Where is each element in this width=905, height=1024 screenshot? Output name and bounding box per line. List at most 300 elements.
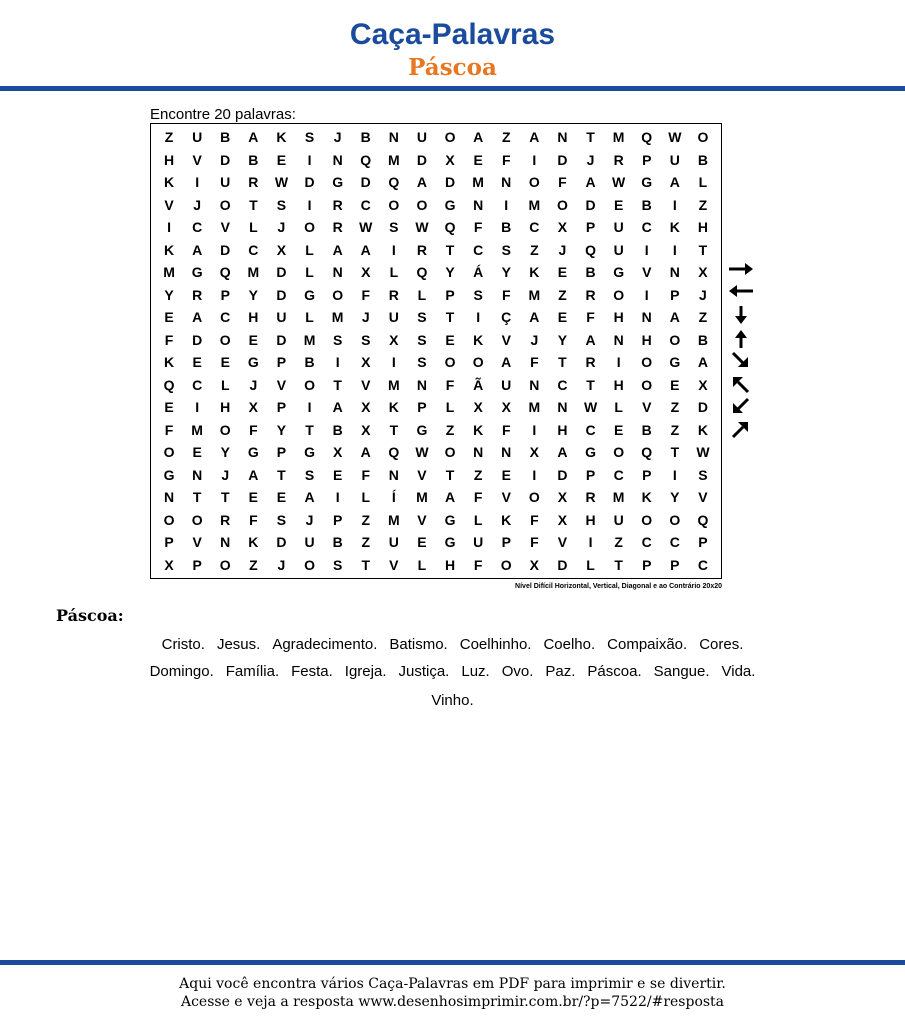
grid-cell: Z bbox=[501, 129, 511, 146]
grid-cell: J bbox=[558, 241, 567, 258]
grid-cell: M bbox=[191, 421, 203, 438]
up-left-arrow-icon bbox=[727, 373, 755, 395]
grid-cell: V bbox=[501, 489, 511, 506]
grid-cell: G bbox=[613, 264, 625, 281]
grid-cell: X bbox=[361, 354, 371, 371]
grid-cell: D bbox=[360, 174, 371, 191]
grid-cell: L bbox=[473, 511, 483, 528]
grid-cell: O bbox=[304, 376, 315, 393]
grid-cell: E bbox=[248, 489, 259, 506]
grid-cell: U bbox=[192, 129, 203, 146]
grid-cell: J bbox=[361, 309, 370, 326]
grid-cell: H bbox=[613, 376, 624, 393]
down-right-arrow-icon bbox=[727, 350, 755, 372]
grid-cell: Z bbox=[614, 534, 623, 551]
grid-cell: N bbox=[332, 264, 343, 281]
word-item: Vida. bbox=[721, 663, 756, 680]
grid-cell: T bbox=[445, 241, 455, 258]
grid-cell: I bbox=[672, 466, 677, 483]
grid-cell: O bbox=[557, 196, 568, 213]
grid-cell: P bbox=[670, 286, 680, 303]
grid-cell: H bbox=[697, 219, 708, 236]
grid-cell: O bbox=[219, 196, 231, 213]
page-title: Caça-Palavras bbox=[349, 18, 556, 51]
grid-cell: J bbox=[277, 556, 286, 573]
grid-cell: K bbox=[697, 421, 708, 438]
grid-cell: F bbox=[361, 466, 371, 483]
grid-cell: M bbox=[388, 376, 400, 393]
grid-cell: O bbox=[500, 556, 512, 573]
grid-cell: I bbox=[335, 489, 340, 506]
grid-cell: E bbox=[670, 376, 680, 393]
grid-cell: I bbox=[307, 399, 312, 416]
grid-cell: V bbox=[192, 534, 202, 551]
grid-cell: X bbox=[698, 264, 708, 281]
grid-cell: C bbox=[641, 219, 652, 236]
grid-cell: Z bbox=[670, 399, 680, 416]
grid-cell: I bbox=[307, 151, 312, 168]
grid-cell: D bbox=[276, 331, 287, 348]
grid-cell: J bbox=[221, 466, 230, 483]
grid-cell: U bbox=[669, 151, 680, 168]
grid-cell: U bbox=[388, 534, 399, 551]
grid-cell: U bbox=[501, 376, 512, 393]
grid-cell: J bbox=[277, 219, 286, 236]
grid-cell: T bbox=[277, 466, 286, 483]
grid-cell: B bbox=[220, 129, 231, 146]
grid-cell: B bbox=[697, 151, 708, 168]
grid-cell: R bbox=[585, 286, 596, 303]
grid-cell: G bbox=[247, 354, 259, 371]
grid-cell: X bbox=[529, 444, 540, 461]
grid-cell: K bbox=[248, 534, 259, 551]
grid-cell: P bbox=[276, 399, 287, 416]
grid-cell: A bbox=[473, 129, 484, 146]
grid-cell: B bbox=[641, 196, 652, 213]
grid-cell: T bbox=[192, 489, 202, 506]
grid-cell: V bbox=[389, 556, 399, 573]
grid-cell: Z bbox=[361, 534, 371, 551]
grid-cell: V bbox=[192, 151, 202, 168]
grid-cell: O bbox=[304, 556, 315, 573]
grid-cell: K bbox=[669, 219, 680, 236]
grid-cell: A bbox=[416, 174, 427, 191]
grid-cell: X bbox=[248, 399, 259, 416]
word-item: Compaixão. bbox=[607, 636, 688, 653]
grid-cell: U bbox=[416, 129, 427, 146]
grid-cell: A bbox=[585, 331, 596, 348]
grid-cell: B bbox=[248, 151, 259, 168]
grid-cell: K bbox=[501, 511, 512, 528]
grid-cell: C bbox=[192, 219, 203, 236]
grid-cell: O bbox=[388, 196, 400, 213]
grid-cell: Q bbox=[444, 219, 456, 236]
grid-cell: O bbox=[444, 129, 456, 146]
grid-cell: L bbox=[305, 241, 314, 258]
grid-cell: F bbox=[586, 309, 595, 326]
grid-cell: X bbox=[164, 556, 174, 573]
grid-cell: I bbox=[167, 219, 171, 236]
word-item: Sangue. bbox=[653, 663, 710, 680]
grid-cell: Z bbox=[249, 556, 258, 573]
grid-cell: Q bbox=[388, 444, 400, 461]
grid-cell: P bbox=[164, 534, 174, 551]
grid-cell: M bbox=[528, 196, 541, 213]
grid-cell: A bbox=[248, 466, 259, 483]
grid-cell: Z bbox=[361, 511, 371, 528]
grid-cell: F bbox=[530, 534, 539, 551]
grid-cell: G bbox=[332, 174, 344, 191]
grid-cell: J bbox=[249, 376, 258, 393]
grid-cell: N bbox=[529, 376, 540, 393]
grid-cell: T bbox=[445, 466, 455, 483]
grid-cell: V bbox=[557, 534, 568, 551]
grid-cell: N bbox=[473, 444, 484, 461]
grid-cell: N bbox=[501, 174, 512, 191]
grid-cell: X bbox=[276, 241, 287, 258]
grid-cell: O bbox=[528, 489, 540, 506]
grid-cell: A bbox=[669, 309, 680, 326]
grid-cell: W bbox=[415, 219, 429, 236]
grid-cell: D bbox=[276, 264, 287, 281]
grid-cell: Z bbox=[445, 421, 455, 438]
grid-cell: C bbox=[697, 556, 708, 573]
grid-cell: Q bbox=[641, 444, 653, 461]
grid-cell: O bbox=[641, 376, 653, 393]
grid-cell: K bbox=[473, 421, 484, 438]
grid-cell: M bbox=[472, 174, 484, 191]
grid-cell: S bbox=[417, 354, 427, 371]
grid-cell: O bbox=[613, 444, 625, 461]
grid-cell: Q bbox=[697, 511, 709, 528]
grid-cell: N bbox=[557, 129, 568, 146]
grid-cell: Z bbox=[164, 129, 174, 146]
grid-cell: T bbox=[361, 556, 371, 573]
grid-cell: N bbox=[388, 129, 399, 146]
grid-cell: A bbox=[360, 241, 371, 258]
grid-cell: Á bbox=[473, 264, 484, 281]
word-item: Paz. bbox=[545, 663, 576, 680]
grid-cell: K bbox=[276, 129, 287, 146]
grid-cell: V bbox=[361, 376, 371, 393]
grid-cell: A bbox=[697, 354, 708, 371]
grid-cell: I bbox=[391, 241, 396, 258]
grid-cell: R bbox=[585, 354, 596, 371]
grid-cell: W bbox=[696, 444, 710, 461]
grid-cell: N bbox=[641, 309, 652, 326]
grid-cell: E bbox=[220, 354, 230, 371]
grid-cell: T bbox=[614, 556, 623, 573]
grid-cell: O bbox=[219, 421, 231, 438]
grid-cell: U bbox=[304, 534, 315, 551]
grid-cell: V bbox=[417, 511, 427, 528]
word-item: Batismo. bbox=[389, 636, 448, 653]
grid-cell: K bbox=[163, 241, 175, 258]
grid-cell: A bbox=[192, 309, 203, 326]
grid-cell: N bbox=[557, 399, 568, 416]
grid-cell: L bbox=[417, 556, 427, 573]
grid-cell: A bbox=[304, 489, 315, 506]
grid-cell: N bbox=[613, 331, 624, 348]
grid-cell: I bbox=[672, 241, 677, 258]
grid-cell: W bbox=[415, 444, 429, 461]
grid-cell: A bbox=[248, 129, 259, 146]
grid-cell: F bbox=[558, 174, 567, 191]
word-item: Coelhinho. bbox=[459, 636, 532, 653]
direction-legend bbox=[727, 258, 757, 438]
grid-cell: B bbox=[332, 421, 343, 438]
grid-cell: R bbox=[332, 196, 343, 213]
word-item: Justiça. bbox=[398, 663, 450, 680]
word-item: Páscoa. bbox=[587, 663, 642, 680]
grid-cell: M bbox=[247, 264, 260, 281]
grid-cell: N bbox=[192, 466, 203, 483]
grid-cell: P bbox=[276, 444, 287, 461]
grid-cell: M bbox=[528, 286, 541, 303]
grid-cell: L bbox=[220, 376, 230, 393]
grid-cell: D bbox=[444, 174, 456, 191]
grid-cell: X bbox=[557, 489, 568, 506]
grid-cell: N bbox=[501, 444, 512, 461]
grid-cell: W bbox=[612, 174, 626, 191]
grid-cell: V bbox=[642, 264, 652, 281]
grid-cell: E bbox=[248, 331, 259, 348]
grid-cell: C bbox=[192, 376, 203, 393]
grid-cell: T bbox=[305, 421, 314, 438]
grid-cell: D bbox=[557, 466, 568, 483]
grid-cell: F bbox=[473, 556, 483, 573]
grid-cell: M bbox=[612, 129, 625, 146]
grid-cell: O bbox=[444, 444, 456, 461]
grid-cell: M bbox=[331, 309, 344, 326]
grid-cell: G bbox=[444, 196, 456, 213]
grid-cell: H bbox=[557, 421, 568, 438]
word-item: Jesus. bbox=[216, 636, 261, 653]
grid-cell: L bbox=[305, 309, 314, 326]
grid-cell: N bbox=[163, 489, 175, 506]
grid-cell: P bbox=[642, 556, 652, 573]
grid-cell: S bbox=[304, 466, 315, 483]
word-item: Festa. bbox=[291, 663, 333, 680]
grid-cell: I bbox=[532, 466, 537, 483]
grid-cell: E bbox=[557, 309, 568, 326]
grid-cell: X bbox=[557, 219, 568, 236]
grid-cell: D bbox=[557, 556, 568, 573]
grid-cell: E bbox=[192, 354, 202, 371]
grid-cell: B bbox=[501, 219, 512, 236]
grid-cell: S bbox=[304, 129, 315, 146]
grid-cell: T bbox=[249, 196, 258, 213]
grid-cell: N bbox=[669, 264, 680, 281]
grid-cell: Q bbox=[360, 151, 372, 168]
grid-cell: G bbox=[444, 511, 456, 528]
grid-cell: O bbox=[669, 331, 681, 348]
grid-cell: P bbox=[642, 466, 652, 483]
grid-cell: K bbox=[163, 174, 175, 191]
grid-cell: V bbox=[642, 399, 652, 416]
grid-cell: W bbox=[668, 129, 682, 146]
grid-cell: B bbox=[641, 421, 652, 438]
grid-cell: P bbox=[585, 466, 596, 483]
footer-line-2: Acesse e veja a resposta www.desenhosimprimir.com.br/?p=7522/#resposta bbox=[180, 994, 725, 1010]
grid-cell: I bbox=[335, 354, 340, 371]
grid-cell: P bbox=[276, 354, 287, 371]
grid-cell: G bbox=[191, 264, 203, 281]
grid-cell: S bbox=[276, 196, 287, 213]
grid-cell: J bbox=[305, 511, 314, 528]
grid-cell: W bbox=[583, 399, 598, 416]
grid-cell: G bbox=[669, 354, 681, 371]
grid-cell: Q bbox=[585, 241, 596, 258]
grid-cell: Q bbox=[416, 264, 428, 281]
grid-cell: C bbox=[220, 309, 231, 326]
grid-cell: I bbox=[672, 196, 677, 213]
grid-cell: Y bbox=[445, 264, 455, 281]
grid-cell: I bbox=[195, 399, 200, 416]
grid-cell: E bbox=[473, 151, 483, 168]
grid-cell: M bbox=[388, 511, 400, 528]
grid-cell: I bbox=[391, 354, 396, 371]
grid-cell: Z bbox=[530, 241, 539, 258]
grid-cell: E bbox=[501, 466, 511, 483]
grid-cell: J bbox=[333, 129, 342, 146]
grid-cell: J bbox=[530, 331, 539, 348]
grid-cell: C bbox=[360, 196, 371, 213]
grid-cell: O bbox=[641, 354, 653, 371]
grid-cell: M bbox=[388, 151, 400, 168]
grid-cell: I bbox=[644, 241, 649, 258]
grid-cell: F bbox=[530, 511, 539, 528]
grid-cell: L bbox=[614, 399, 623, 416]
grid-cell: X bbox=[389, 331, 399, 348]
grid-cell: R bbox=[613, 151, 624, 168]
grid-cell: C bbox=[641, 534, 652, 551]
grid-cell: F bbox=[249, 421, 258, 438]
grid-cell: F bbox=[473, 489, 483, 506]
grid-cell: S bbox=[332, 556, 343, 573]
grid-cell: I bbox=[644, 286, 649, 303]
grid-cell: Q bbox=[641, 129, 653, 146]
grid-cell: E bbox=[164, 399, 174, 416]
grid-cell: O bbox=[613, 286, 625, 303]
grid-cell: L bbox=[249, 219, 258, 236]
grid-cell: S bbox=[361, 331, 371, 348]
grid-cell: X bbox=[529, 556, 540, 573]
grid-cell: O bbox=[641, 511, 653, 528]
grid-cell: Y bbox=[557, 331, 568, 348]
grid-cell: D bbox=[276, 286, 287, 303]
grid-cell: I bbox=[476, 309, 481, 326]
grid-cell: T bbox=[333, 376, 342, 393]
left-arrow-icon bbox=[727, 282, 755, 300]
grid-cell: C bbox=[613, 466, 624, 483]
word-item: Luz. bbox=[461, 663, 490, 680]
grid-cell: O bbox=[697, 129, 709, 146]
grid-cell: J bbox=[193, 196, 202, 213]
grid-cell: D bbox=[697, 399, 708, 416]
grid-cell: M bbox=[416, 489, 428, 506]
grid-cell: Y bbox=[276, 421, 287, 438]
grid-cell: N bbox=[332, 151, 343, 168]
word-item: Ovo. bbox=[501, 663, 534, 680]
grid-cell: D bbox=[220, 241, 231, 258]
grid-cell: E bbox=[164, 309, 174, 326]
grid-cell: E bbox=[276, 489, 287, 506]
grid-cell: A bbox=[332, 399, 343, 416]
grid-cell: M bbox=[612, 489, 625, 506]
grid-cell: X bbox=[361, 264, 371, 281]
grid-cell: E bbox=[276, 151, 287, 168]
grid-cell: U bbox=[613, 511, 624, 528]
grid-cell: A bbox=[529, 309, 540, 326]
grid-cell: G bbox=[416, 421, 428, 438]
grid-cell: O bbox=[444, 354, 456, 371]
grid-cell: Í bbox=[391, 489, 396, 506]
grid-cell: A bbox=[529, 129, 540, 146]
grid-cell: B bbox=[585, 264, 596, 281]
page-subtitle: Páscoa bbox=[408, 54, 497, 81]
grid-cell: K bbox=[473, 331, 484, 348]
grid-cell: V bbox=[417, 466, 427, 483]
word-list-title: Páscoa: bbox=[56, 606, 124, 625]
grid-cell: Z bbox=[698, 309, 708, 326]
grid-cell: E bbox=[417, 534, 427, 551]
grid-cell: F bbox=[473, 219, 483, 236]
grid-cell: E bbox=[613, 421, 624, 438]
grid-cell: P bbox=[670, 556, 680, 573]
grid-cell: F bbox=[249, 511, 258, 528]
grid-cell: V bbox=[164, 196, 174, 213]
grid-cell: G bbox=[163, 466, 175, 483]
word-search-grid bbox=[150, 123, 722, 579]
grid-cell: H bbox=[163, 151, 175, 168]
grid-cell: H bbox=[444, 556, 456, 573]
grid-cell: F bbox=[501, 151, 511, 168]
grid-cell: D bbox=[220, 151, 231, 168]
grid-cell: A bbox=[444, 489, 456, 506]
grid-cell: D bbox=[276, 534, 287, 551]
grid-cell: P bbox=[445, 286, 455, 303]
grid-cell: S bbox=[389, 219, 399, 236]
grid-cell: T bbox=[220, 489, 230, 506]
grid-cell: L bbox=[698, 174, 708, 191]
grid-cell: R bbox=[416, 241, 427, 258]
grid-cell: X bbox=[698, 376, 708, 393]
grid-cell: F bbox=[361, 286, 371, 303]
grid-cell: I bbox=[532, 151, 537, 168]
grid-cell: I bbox=[195, 174, 200, 191]
grid-cell: H bbox=[248, 309, 259, 326]
grid-cell: Y bbox=[501, 264, 511, 281]
grid-cell: K bbox=[388, 399, 399, 416]
grid-cell: P bbox=[585, 219, 596, 236]
grid-cell: X bbox=[557, 511, 568, 528]
grid-cell: I bbox=[532, 421, 537, 438]
grid-cell: S bbox=[501, 241, 511, 258]
grid-cell: P bbox=[192, 556, 202, 573]
grid-cell: T bbox=[445, 309, 455, 326]
grid-cell: N bbox=[388, 466, 399, 483]
grid-cell: C bbox=[248, 241, 259, 258]
grid-cell: Z bbox=[670, 421, 680, 438]
grid-cell: D bbox=[585, 196, 596, 213]
word-item: Igreja. bbox=[344, 663, 387, 680]
grid-cell: A bbox=[557, 444, 568, 461]
grid-cell: L bbox=[305, 264, 314, 281]
word-item: Vinho. bbox=[431, 692, 474, 709]
grid-cell: E bbox=[192, 444, 202, 461]
grid-cell: X bbox=[501, 399, 511, 416]
